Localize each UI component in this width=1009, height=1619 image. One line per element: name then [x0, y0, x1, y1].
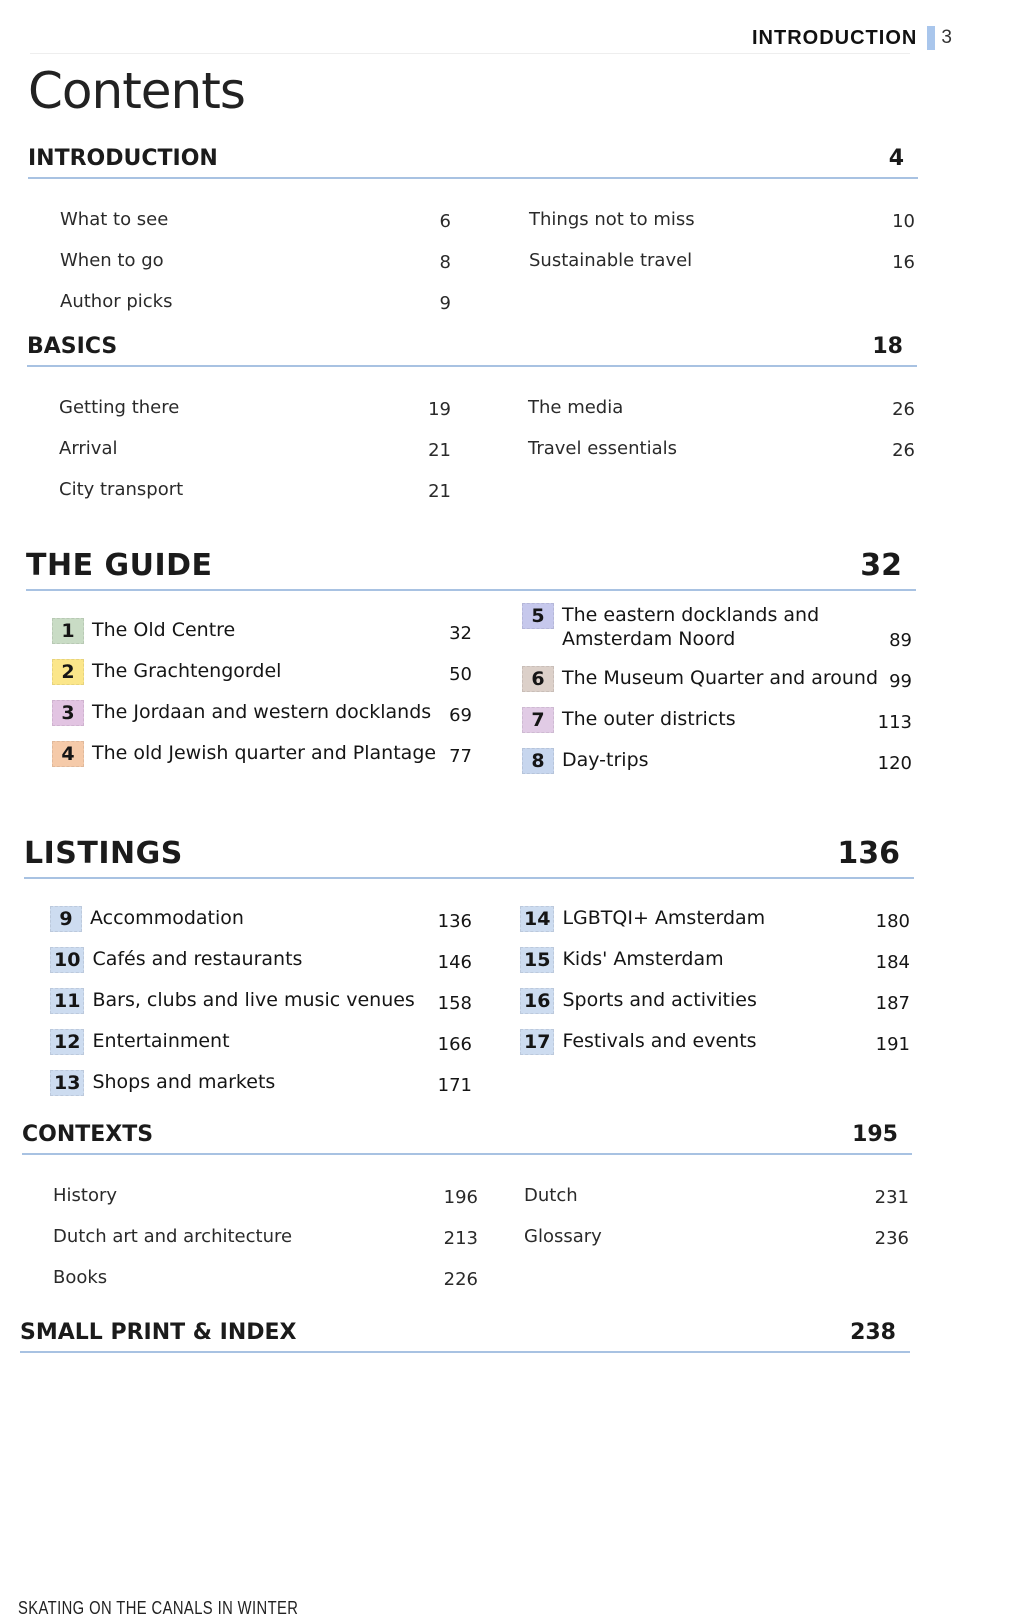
- toc-entry[interactable]: [50, 1014, 472, 1055]
- entry-page-number: 69: [449, 705, 472, 726]
- entry-page-number: 89: [889, 630, 912, 651]
- entry-label-wrap: [52, 741, 436, 767]
- entry-label-wrap: [529, 208, 695, 232]
- chapter-number-badge: 10: [50, 947, 84, 973]
- entry-label-wrap: [524, 1184, 578, 1208]
- entry-page-number: 19: [428, 399, 451, 420]
- chapter-number-badge: 2: [52, 659, 84, 685]
- toc-entry[interactable]: [522, 651, 912, 692]
- toc-entry[interactable]: [522, 692, 912, 733]
- entry-label-wrap: [522, 666, 878, 692]
- entry-page-number: 21: [428, 481, 451, 502]
- toc-entry[interactable]: [522, 733, 912, 774]
- entry-page-number: 187: [875, 993, 910, 1014]
- chapter-number-badge: 13: [50, 1070, 84, 1096]
- entry-label-wrap: [52, 618, 235, 644]
- entry-label-wrap: [528, 437, 677, 461]
- toc-entry[interactable]: [60, 232, 451, 273]
- entry-label[interactable]: The Old Centre: [92, 619, 236, 641]
- chapter-number-badge: 9: [50, 906, 82, 932]
- chapter-number-badge: 14: [520, 906, 554, 932]
- entry-page-number: 236: [874, 1228, 909, 1249]
- section-title[interactable]: BASICS: [27, 334, 118, 359]
- photo-caption: SKATING ON THE CANALS IN WINTER: [18, 1598, 299, 1618]
- toc-column-left: [50, 891, 472, 1096]
- section-title[interactable]: SMALL PRINT & INDEX: [20, 1320, 297, 1345]
- toc-entry[interactable]: [53, 1208, 478, 1249]
- running-head: [752, 26, 952, 50]
- entry-label[interactable]: Books: [53, 1267, 108, 1288]
- entry-label[interactable]: Accommodation: [90, 907, 244, 929]
- toc-entry[interactable]: [50, 891, 472, 932]
- entry-page-number: 213: [443, 1228, 478, 1249]
- entry-label[interactable]: The old Jewish quarter and Plantage: [92, 742, 437, 764]
- entry-label[interactable]: Author picks: [60, 291, 173, 312]
- toc-column-left: [60, 191, 451, 314]
- chapter-number-badge: 1: [52, 618, 84, 644]
- entry-label[interactable]: History: [53, 1185, 118, 1206]
- chapter-number-badge: 3: [52, 700, 84, 726]
- entry-label-wrap: [522, 707, 736, 733]
- entry-page-number: 158: [437, 993, 472, 1014]
- entry-label-wrap: [520, 906, 765, 932]
- entry-label-wrap: [50, 1070, 275, 1096]
- section-tab-marker: [927, 26, 935, 50]
- section-title[interactable]: INTRODUCTION: [28, 146, 218, 171]
- toc-entry[interactable]: [524, 1167, 909, 1208]
- toc-column-left: [59, 379, 451, 502]
- entry-page-number: 77: [449, 746, 472, 767]
- entry-label-wrap: [60, 208, 168, 232]
- entry-page-number: 9: [439, 293, 451, 314]
- toc-section: [22, 1122, 912, 1290]
- toc-entry[interactable]: [520, 973, 910, 1014]
- entry-label-wrap: [59, 396, 179, 420]
- chapter-number-badge: 4: [52, 741, 84, 767]
- toc-entry[interactable]: [520, 932, 910, 973]
- page-title: Contents: [28, 62, 245, 120]
- toc-entry[interactable]: [520, 891, 910, 932]
- chapter-number-badge: 8: [522, 748, 554, 774]
- entry-page-number: 21: [428, 440, 451, 461]
- entry-label[interactable]: Bars, clubs and live music venues: [92, 989, 415, 1011]
- section-page-number: 32: [860, 548, 902, 583]
- toc-entry[interactable]: [520, 1014, 910, 1055]
- toc-column-right: [529, 191, 915, 314]
- entry-label[interactable]: Dutch: [524, 1185, 578, 1206]
- toc-column-right: [524, 1167, 909, 1290]
- toc-section: [27, 334, 917, 502]
- entry-label-wrap: [50, 988, 415, 1014]
- entry-page-number: 6: [439, 211, 451, 232]
- entry-label[interactable]: Cafés and restaurants: [92, 948, 303, 970]
- entry-label[interactable]: Sustainable travel: [529, 250, 693, 271]
- chapter-number-badge: 6: [522, 666, 554, 692]
- entry-label[interactable]: Things not to miss: [529, 209, 695, 230]
- entry-label-wrap: [53, 1266, 107, 1290]
- toc-entry[interactable]: [53, 1249, 478, 1290]
- entry-label-wrap: [520, 947, 724, 973]
- entry-label[interactable]: Getting there: [59, 397, 180, 418]
- section-header: [27, 334, 917, 367]
- entry-label-wrap: [522, 748, 649, 774]
- section-page-number: 18: [872, 334, 903, 359]
- chapter-number-badge: 15: [520, 947, 554, 973]
- entry-label[interactable]: The media: [528, 397, 624, 418]
- toc-entry[interactable]: [528, 379, 915, 420]
- entry-label[interactable]: What to see: [60, 209, 169, 230]
- entry-page-number: 226: [443, 1269, 478, 1290]
- entry-page-number: 166: [437, 1034, 472, 1055]
- entry-label-wrap: [53, 1184, 117, 1208]
- section-page-number: 136: [837, 836, 900, 871]
- running-head-section: INTRODUCTION: [752, 26, 918, 49]
- entry-label[interactable]: Kids' Amsterdam: [562, 948, 724, 970]
- page-number: 3: [941, 27, 952, 48]
- entry-label-wrap: [528, 396, 623, 420]
- section-columns: [27, 379, 917, 502]
- entry-label[interactable]: City transport: [59, 479, 184, 500]
- entry-page-number: 184: [875, 952, 910, 973]
- entry-label-wrap: [50, 947, 302, 973]
- section-columns: [22, 1167, 912, 1290]
- toc-entry[interactable]: [52, 603, 472, 644]
- entry-label-wrap: [529, 249, 692, 273]
- entry-page-number: 32: [449, 623, 472, 644]
- toc-section: [26, 548, 916, 774]
- entry-label[interactable]: The Jordaan and western docklands: [92, 701, 432, 723]
- toc-entry[interactable]: [60, 191, 451, 232]
- entry-page-number: 180: [875, 911, 910, 932]
- section-page-number: 238: [850, 1320, 896, 1345]
- section-page-number: 4: [888, 146, 904, 171]
- entry-label[interactable]: The Grachtengordel: [92, 660, 282, 682]
- chapter-number-badge: 5: [522, 603, 554, 629]
- entry-page-number: 16: [892, 252, 915, 273]
- section-header: [20, 1320, 910, 1353]
- entry-label-wrap: [60, 290, 172, 314]
- toc-column-right: [520, 891, 910, 1096]
- toc-entry[interactable]: [529, 232, 915, 273]
- entry-label[interactable]: Travel essentials: [528, 438, 678, 459]
- entry-page-number: 99: [889, 671, 912, 692]
- entry-label[interactable]: Shops and markets: [92, 1071, 276, 1093]
- entry-label[interactable]: LGBTQI+ Amsterdam: [562, 907, 766, 929]
- toc-entry[interactable]: [50, 932, 472, 973]
- toc-entry[interactable]: [522, 603, 912, 651]
- section-columns: [28, 191, 918, 314]
- entry-page-number: 196: [443, 1187, 478, 1208]
- section-title[interactable]: LISTINGS: [24, 836, 183, 871]
- section-title[interactable]: CONTEXTS: [22, 1122, 154, 1147]
- toc-entry[interactable]: [52, 685, 472, 726]
- section-title[interactable]: THE GUIDE: [26, 548, 213, 583]
- toc-entry[interactable]: [524, 1208, 909, 1249]
- entry-label[interactable]: Sports and activities: [562, 989, 757, 1011]
- entry-page-number: 50: [449, 664, 472, 685]
- entry-label[interactable]: Glossary: [524, 1226, 602, 1247]
- entry-label-wrap: [52, 659, 281, 685]
- toc-column-right: [522, 603, 912, 774]
- entry-label-wrap: [59, 437, 117, 461]
- entry-label-wrap: [50, 1029, 230, 1055]
- entry-label-wrap: [59, 478, 183, 502]
- toc-entry[interactable]: [50, 1055, 472, 1096]
- entry-label[interactable]: Day-trips: [562, 749, 649, 771]
- entry-label[interactable]: When to go: [60, 250, 164, 271]
- entry-page-number: 136: [437, 911, 472, 932]
- section-header: [26, 548, 916, 591]
- entry-label-wrap: [52, 700, 431, 726]
- toc-column-left: [53, 1167, 478, 1290]
- entry-label-wrap: [524, 1225, 602, 1249]
- entry-label[interactable]: Festivals and events: [562, 1030, 757, 1052]
- toc-entry[interactable]: [529, 191, 915, 232]
- toc-column-left: [52, 603, 472, 774]
- entry-label-wrap: [50, 906, 244, 932]
- entry-label-wrap: [520, 1029, 757, 1055]
- chapter-number-badge: 12: [50, 1029, 84, 1055]
- entry-page-number: 26: [892, 399, 915, 420]
- chapter-number-badge: 17: [520, 1029, 554, 1055]
- entry-page-number: 231: [874, 1187, 909, 1208]
- section-header: [22, 1122, 912, 1155]
- entry-label[interactable]: Arrival: [59, 438, 118, 459]
- toc-entry[interactable]: [53, 1167, 478, 1208]
- entry-label[interactable]: Dutch art and architecture: [53, 1226, 293, 1247]
- entry-page-number: 120: [877, 753, 912, 774]
- toc-entry[interactable]: [50, 973, 472, 1014]
- entry-label[interactable]: The outer districts: [562, 708, 736, 730]
- toc-entry[interactable]: [59, 461, 451, 502]
- entry-page-number: 171: [437, 1075, 472, 1096]
- toc-entry[interactable]: [52, 644, 472, 685]
- entry-label[interactable]: The Museum Quarter and around: [562, 667, 879, 689]
- entry-label-wrap: [53, 1225, 292, 1249]
- toc-entry[interactable]: [52, 726, 472, 767]
- section-columns: [24, 891, 914, 1096]
- entry-label-wrap: [60, 249, 164, 273]
- entry-label-wrap: [522, 603, 819, 651]
- chapter-number-badge: 7: [522, 707, 554, 733]
- toc-entry[interactable]: [59, 420, 451, 461]
- entry-label-wrap: [520, 988, 757, 1014]
- section-header: [24, 836, 914, 879]
- toc-section: [28, 146, 918, 314]
- toc-entry[interactable]: [60, 273, 451, 314]
- chapter-number-badge: 16: [520, 988, 554, 1014]
- section-header: [28, 146, 918, 179]
- toc-column-right: [528, 379, 915, 502]
- toc-entry[interactable]: [59, 379, 451, 420]
- top-rule: [30, 53, 910, 54]
- section-columns: [26, 603, 916, 774]
- toc-entry[interactable]: [528, 420, 915, 461]
- entry-page-number: 10: [892, 211, 915, 232]
- entry-page-number: 146: [437, 952, 472, 973]
- toc-section: [24, 836, 914, 1096]
- entry-label[interactable]: Entertainment: [92, 1030, 230, 1052]
- entry-page-number: 26: [892, 440, 915, 461]
- entry-page-number: 8: [439, 252, 451, 273]
- chapter-number-badge: 11: [50, 988, 84, 1014]
- entry-page-number: 113: [877, 712, 912, 733]
- entry-page-number: 191: [875, 1034, 910, 1055]
- section-page-number: 195: [852, 1122, 898, 1147]
- entry-label[interactable]: The eastern docklands and Amsterdam Noord: [562, 604, 820, 650]
- toc-section: [20, 1320, 910, 1353]
